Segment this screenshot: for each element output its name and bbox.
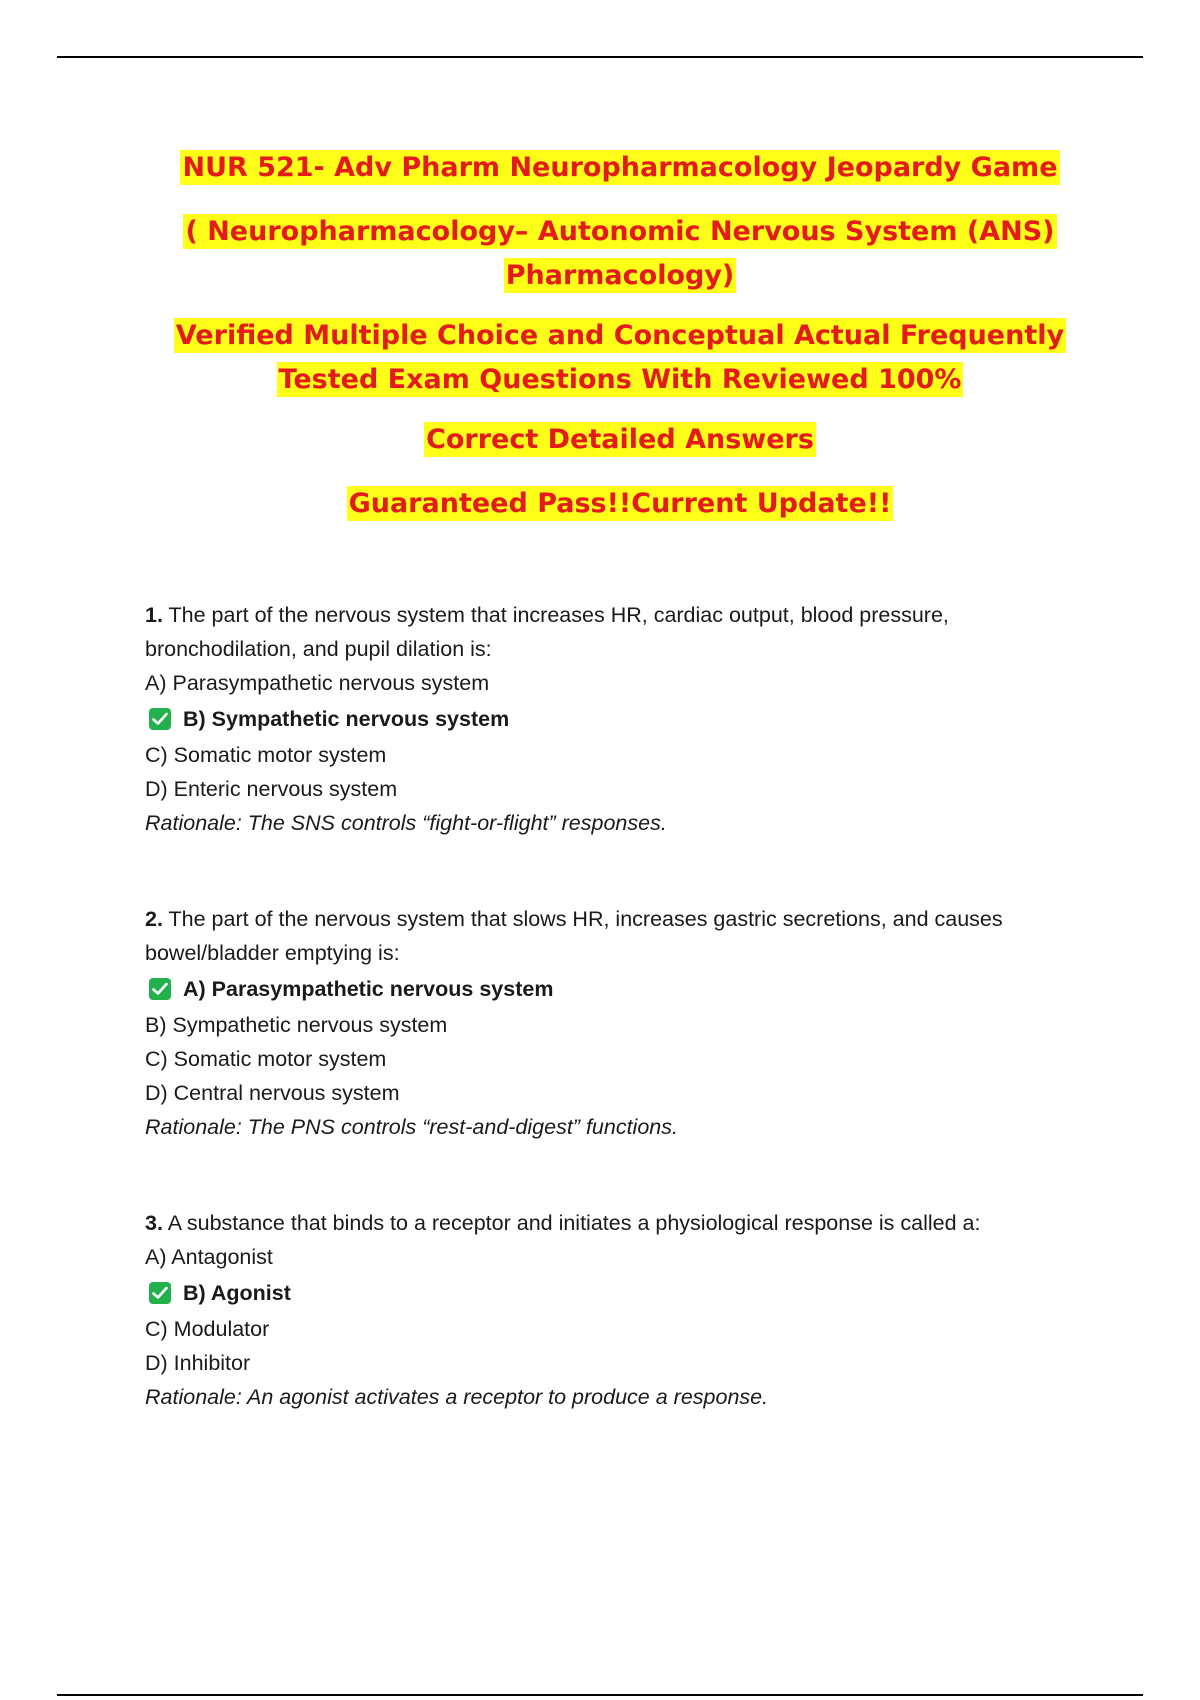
title-line-1: NUR 521- Adv Pharm Neuropharmacology Jeopardy Game [182, 152, 1058, 183]
option-label: B) Sympathetic nervous system [183, 707, 510, 731]
question-text: A substance that binds to a receptor and initiates a physiological response is called a: [167, 1211, 981, 1235]
title-line-4: Correct Detailed Answers [426, 424, 814, 455]
document-title [140, 146, 1100, 546]
option-a-correct [145, 970, 1075, 1008]
question-2 [145, 902, 1075, 1144]
option-b-correct [145, 1274, 1075, 1312]
title-line-5: Guaranteed Pass!!Current Update!! [348, 488, 892, 519]
option-d: D) Inhibitor [145, 1351, 251, 1375]
question-stem [145, 598, 1075, 666]
option-d: D) Enteric nervous system [145, 777, 398, 801]
title-line-2: ( Neuropharmacology– Autonomic Nervous System (ANS) Pharmacology) [185, 216, 1055, 291]
question-number: 2. [145, 907, 163, 931]
check-icon [149, 708, 171, 730]
option-c: C) Somatic motor system [145, 743, 387, 767]
rationale: Rationale: The PNS controls “rest-and-digest” functions. [145, 1115, 678, 1139]
question-number: 1. [145, 603, 163, 627]
option-a: A) Parasympathetic nervous system [145, 671, 490, 695]
rationale: Rationale: An agonist activates a receptor to produce a response. [145, 1385, 769, 1409]
top-divider [57, 56, 1143, 58]
option-d: D) Central nervous system [145, 1081, 400, 1105]
question-1 [145, 598, 1075, 840]
rationale: Rationale: The SNS controls “fight-or-flight” responses. [145, 811, 667, 835]
question-list [145, 598, 1075, 1476]
option-label: A) Parasympathetic nervous system [183, 977, 554, 1001]
option-b: B) Sympathetic nervous system [145, 1013, 448, 1037]
option-b-correct [145, 700, 1075, 738]
question-stem [145, 1206, 1075, 1240]
question-3 [145, 1206, 1075, 1414]
title-line-3: Verified Multiple Choice and Conceptual Actual Frequently Tested Exam Questions With Reviewed 100% [175, 320, 1065, 395]
option-label: B) Agonist [183, 1281, 291, 1305]
question-text: The part of the nervous system that increases HR, cardiac output, blood pressure, bronchodilation, and pupil dilation is: [145, 603, 949, 661]
bottom-divider [57, 1694, 1143, 1696]
question-stem [145, 902, 1075, 970]
check-icon [149, 978, 171, 1000]
question-text: The part of the nervous system that slows HR, increases gastric secretions, and causes bowel/bladder emptying is: [145, 907, 1003, 965]
option-c: C) Somatic motor system [145, 1047, 387, 1071]
question-number: 3. [145, 1211, 163, 1235]
option-c: C) Modulator [145, 1317, 270, 1341]
option-a: A) Antagonist [145, 1245, 273, 1269]
check-icon [149, 1282, 171, 1304]
